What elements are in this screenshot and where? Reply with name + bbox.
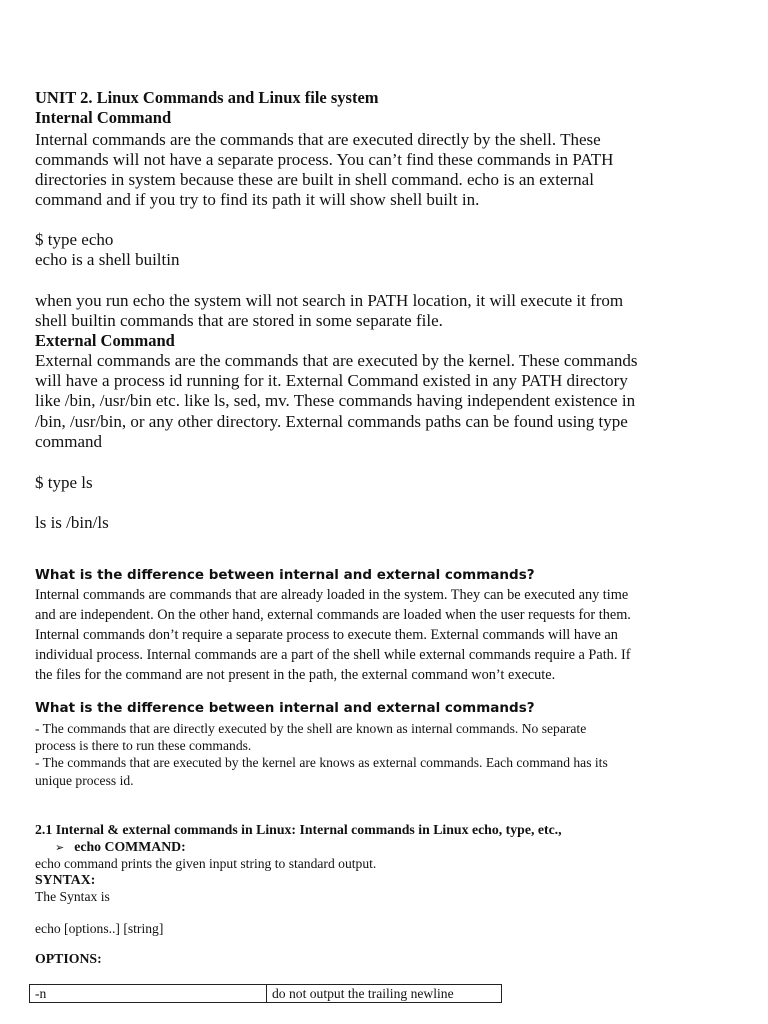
external-paragraph-line: /bin, /usr/bin, or any other directory. External commands paths can be found using type <box>35 412 628 431</box>
external-example-command: $ type ls <box>35 473 93 492</box>
external-command-heading: External Command <box>35 331 175 350</box>
option-flag-cell: -n <box>30 985 267 1003</box>
internal-paragraph-line: commands will not have a separate process. You can’t find these commands in PATH <box>35 150 614 169</box>
answer-line: Internal commands are commands that are already loaded in the system. They can be executed any time <box>35 587 629 603</box>
question-heading: What is the difference between internal and external commands? <box>35 567 535 583</box>
answer-line: the files for the command are not present in the path, the external command won’t execute. <box>35 667 556 683</box>
echo-description: echo command prints the given input string to standard output. <box>35 856 377 871</box>
options-heading: OPTIONS: <box>35 951 102 966</box>
options-table <box>29 984 502 1003</box>
external-paragraph-line: like /bin, /usr/bin etc. like ls, sed, mv. These commands having independent existence in <box>35 391 636 410</box>
external-paragraph-line: will have a process id running for it. External Command existed in any PATH directory <box>35 371 628 390</box>
answer-line: and are independent. On the other hand, external commands are loaded when the user requests for them. <box>35 607 631 623</box>
internal-example-command: $ type echo <box>35 230 114 249</box>
external-paragraph-line: External commands are the commands that are executed by the kernel. These commands <box>35 351 638 370</box>
syntax-intro: The Syntax is <box>35 889 110 904</box>
internal-note-line: when you run echo the system will not search in PATH location, it will execute it from <box>35 291 624 310</box>
unit-title: UNIT 2. Linux Commands and Linux file system <box>35 88 379 107</box>
external-example-output: ls is /bin/ls <box>35 513 109 532</box>
question-heading: What is the difference between internal and external commands? <box>35 700 535 716</box>
answer-line: - The commands that are executed by the kernel are knows as external commands. Each command has its <box>35 755 608 770</box>
echo-bullet <box>55 839 186 856</box>
answer-line: - The commands that are directly executed by the shell are known as internal commands. No separate <box>35 721 587 736</box>
syntax-usage: echo [options..] [string] <box>35 921 164 936</box>
internal-paragraph-line: directories in system because these are built in shell command. echo is an external <box>35 170 594 189</box>
internal-example-output: echo is a shell builtin <box>35 250 180 269</box>
option-description-cell: do not output the trailing newline <box>267 985 502 1003</box>
internal-paragraph-line: command and if you try to find its path it will show shell built in. <box>35 190 480 209</box>
answer-line: process is there to run these commands. <box>35 738 252 753</box>
syntax-heading: SYNTAX: <box>35 872 96 887</box>
arrow-bullet-icon: ➢ <box>55 841 65 854</box>
table-row <box>30 985 502 1003</box>
answer-line: individual process. Internal commands are a part of the shell while external commands require a Path. If <box>35 647 631 663</box>
external-paragraph-line: command <box>35 432 103 451</box>
answer-line: Internal commands don’t require a separate process to execute them. External commands will have an <box>35 627 618 643</box>
internal-paragraph-line: Internal commands are the commands that are executed directly by the shell. These <box>35 130 601 149</box>
internal-note-line: shell builtin commands that are stored in some separate file. <box>35 311 443 330</box>
answer-line: unique process id. <box>35 773 134 788</box>
echo-bullet-label: echo COMMAND: <box>74 839 186 854</box>
section-title: 2.1 Internal & external commands in Linux: Internal commands in Linux echo, type, etc., <box>35 822 562 837</box>
internal-command-heading: Internal Command <box>35 108 172 127</box>
